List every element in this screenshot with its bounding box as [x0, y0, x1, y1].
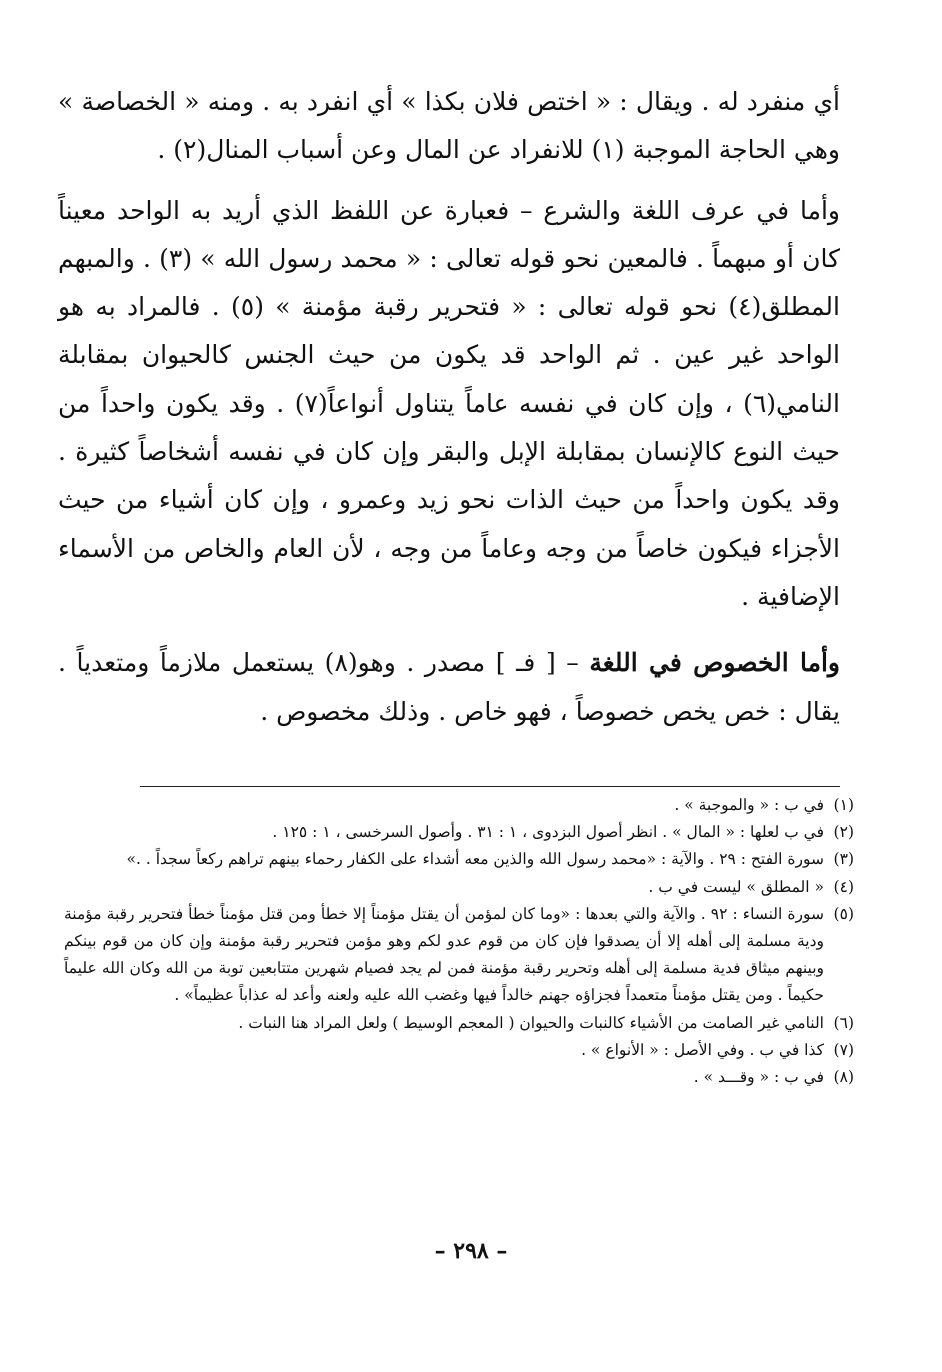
footnote-2	[64, 819, 854, 846]
footnote-text: في ب لعلها : « المال » . انظر أصول البزدوى ، ١ : ٣١ . وأصول السرخسى ، ١ : ١٢٥ .	[272, 823, 824, 842]
footnote-1	[64, 792, 854, 819]
footnote-3	[64, 846, 854, 873]
footnote-text: في ب : « وقـــد » .	[693, 1068, 824, 1087]
paragraph-3-body: – [ فـ ] مصدر . وهو(٨) يستعمل ملازماً ومتعدياً . يقال : خص يخص خصوصاً ، فهو خاص . وذلك مخصوص .	[58, 648, 840, 726]
section-heading-inline: وأما الخصوص في اللغة	[589, 648, 841, 678]
footnote-number: (٧)	[833, 1040, 854, 1059]
footnote-6	[64, 1010, 854, 1037]
footnote-number: (٤)	[833, 877, 854, 896]
footnote-5	[64, 901, 854, 1010]
footnote-text: في ب : « والموجبة » .	[674, 796, 824, 814]
paragraph-2: وأما في عرف اللغة والشرع – فعبارة عن اللفظ الذي أريد به الواحد معيناً كان أو مبهماً . فالمعين نحو قوله تعالى : « محمد رسول الله » (٣) . والمبهم المطلق(٤) نحو قوله تعالى : « فتحرير رقبة مؤمنة » (٥) . فالمراد به هو الواحد غير عين . ثم الواحد قد يكون من حيث الجنس كالحيوان بمقابلة النامي(٦) ، وإن كان في نفسه عاماً يتناول أنواعاً(٧) . وقد يكون واحداً من حيث النوع كالإنسان بمقابلة الإبل والبقر وإن كان في نفسه أشخاصاً كثيرة . وقد يكون واحداً من حيث الذات نحو زيد وعمرو ، وإن كان أشياء من حيث الأجزاء فيكون خاصاً من وجه وعاماً من وجه ، لأن العام والخاص من الأسماء الإضافية .	[58, 195, 840, 611]
footnote-number: (٥)	[833, 904, 854, 923]
footnote-text: « المطلق » ليست في ب .	[648, 877, 824, 896]
page-number: – ٢٩٨ –	[434, 1238, 508, 1264]
paragraph-3	[58, 639, 840, 736]
footnote-4	[64, 874, 854, 901]
footnote-number: (٨)	[833, 1068, 854, 1087]
footnote-separator	[140, 786, 840, 787]
footnote-text: كذا في ب . وفي الأصل : « الأنواع » .	[581, 1040, 824, 1059]
footnote-number: (٣)	[833, 850, 854, 869]
footnote-number: (١)	[833, 796, 854, 814]
paragraph-1: أي منفرد له . ويقال : « اختص فلان بكذا » أي انفرد به . ومنه « الخصاصة » وهي الحاجة الموجبة (١) للانفراد عن المال وعن أسباب المنال(٢) .	[58, 87, 840, 165]
footnote-7	[64, 1037, 854, 1064]
footnote-text: سورة النساء : ٩٢ . والآية والتي بعدها : «وما كان لمؤمن أن يقتل مؤمناً إلا خطأ ومن قتل مؤمناً خطأ فتحرير رقبة مؤمنة ودية مسلمة إلى أهله إلا أن يصدقوا فإن كان من قوم عدو لكم وهو مؤمن فتحرير رقبة مؤمنة وإن كان من قوم بينكم وبينهم ميثاق فدية مسلمة إلى أهله وتحرير رقبة مؤمنة فمن لم يجد فصيام شهرين متتابعين توبة من الله وكان الله عليماً حكيماً . ومن يقتل مؤمناً متعمداً فجزاؤه جهنم خالداً فيها وغضب الله عليه ولعنه وأعد له عذاباً عظيماً» .	[64, 904, 824, 1005]
footnotes	[64, 792, 854, 1091]
footnote-number: (٦)	[833, 1013, 854, 1032]
footnote-text: سورة الفتح : ٢٩ . والآية : «محمد رسول الله والذين معه أشداء على الكفار رحماء بينهم تراهم ركعاً سجداً . .»	[126, 850, 824, 869]
footnote-number: (٢)	[833, 823, 854, 842]
body-text	[58, 78, 840, 736]
footnote-8	[64, 1064, 854, 1091]
main-text-block	[58, 78, 840, 736]
footnote-text: النامي غير الصامت من الأشياء كالنبات والحيوان ( المعجم الوسيط ) ولعل المراد هنا النبات .	[238, 1013, 824, 1032]
